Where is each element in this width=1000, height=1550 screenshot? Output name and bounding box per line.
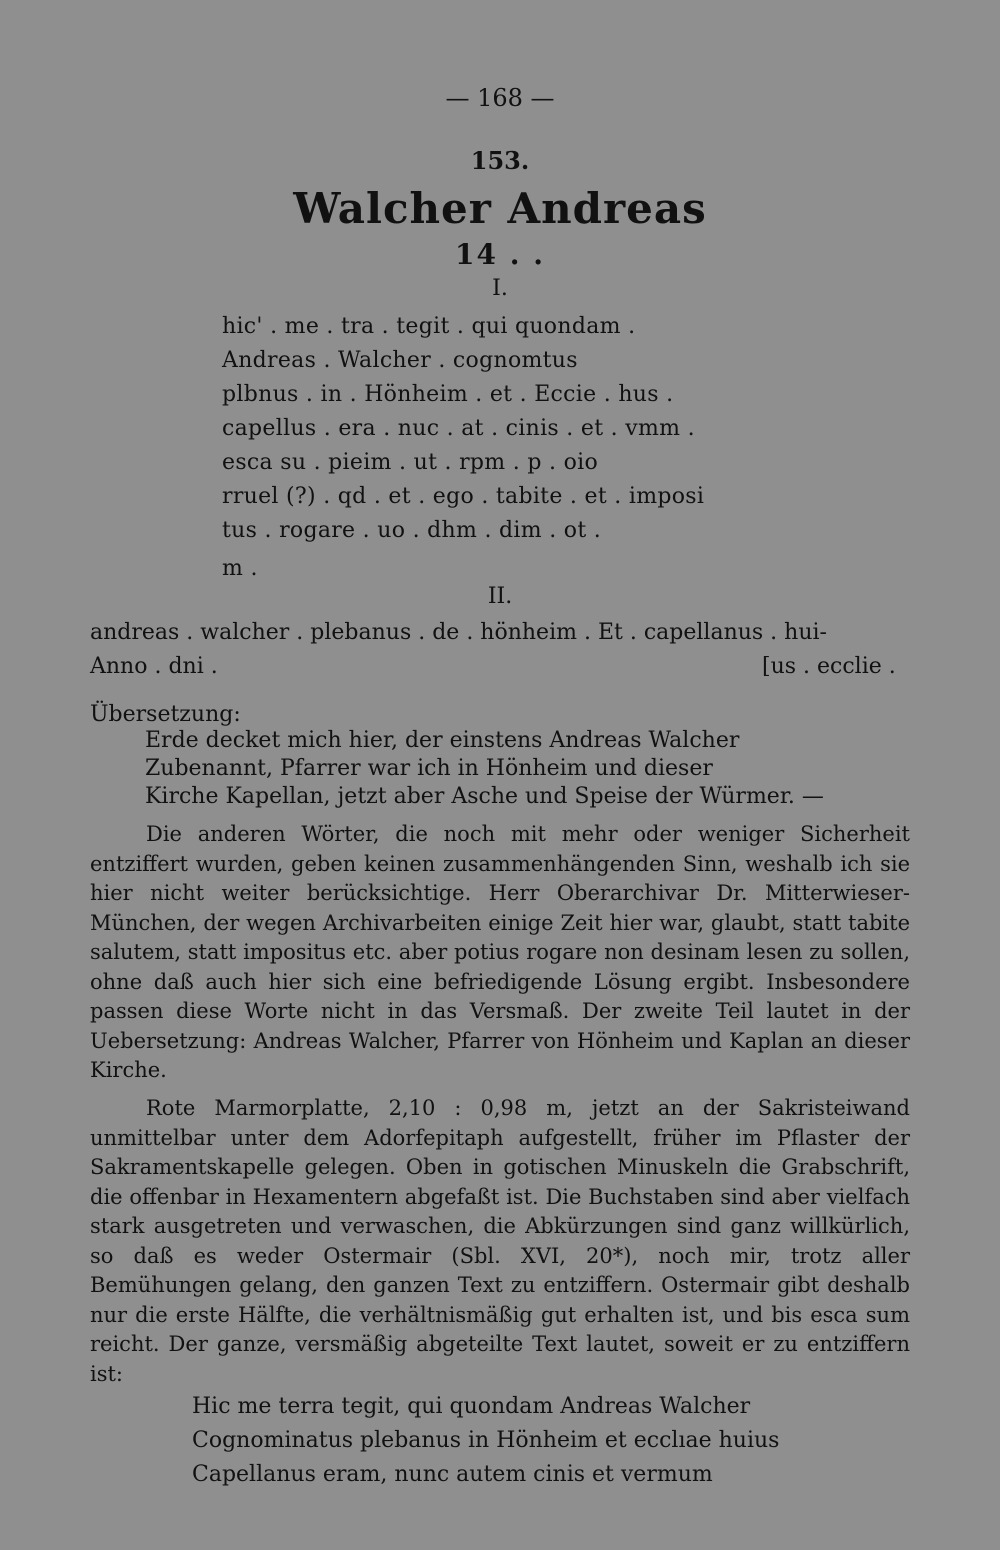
inscription-line: tus . rogare . uo . dhm . dim . ot .	[222, 518, 602, 543]
verse-line: Hic me terra tegit, qui quondam Andreas Walcher	[192, 1394, 751, 1419]
entry-year: 14 . .	[455, 238, 545, 271]
page-number: — 168 —	[445, 84, 555, 112]
verse-line: Capellanus eram, nunc autem cinis et vermum	[192, 1462, 713, 1487]
verse-line: Cognominatus plebanus in Hönheim et ecclıae huius	[192, 1428, 780, 1453]
inscription-line: m .	[222, 556, 258, 581]
inscription2-line-left: Anno . dni .	[90, 654, 218, 679]
translation-line: Erde decket mich hier, der einstens Andreas Walcher	[145, 728, 740, 753]
commentary-paragraph	[90, 820, 910, 1086]
part-label-i: I.	[492, 276, 508, 301]
entry-title: Walcher Andreas	[293, 184, 707, 233]
description-paragraph	[90, 1094, 910, 1389]
entry-number: 153.	[470, 146, 530, 175]
paragraph-text: Die anderen Wörter, die noch mit mehr oder weniger Sicherheit entziffert wurden, geben keinen zusammenhängenden Sinn, weshalb ich sie hier nicht weiter berücksichtige. Herr Oberarchivar Dr. Mitterwieser-München, der wegen Archivarbeiten einige Zeit hier war, glaubt, statt tabite salutem, statt impositus etc. aber potius rogare non desinam lesen zu sollen, ohne daß auch hier sich eine befriedigende Lösung ergibt. Insbesondere passen diese Worte nicht in das Versmaß. Der zweite Teil lautet in der Uebersetzung: Andreas Walcher, Pfarrer von Hönheim und Kaplan an dieser Kirche.	[90, 822, 910, 1082]
translation-label: Übersetzung:	[90, 702, 241, 727]
translation-line: Zubenannt, Pfarrer war ich in Hönheim und dieser	[145, 756, 713, 781]
part-label-ii: II.	[487, 584, 513, 609]
inscription-line: esca su . pieim . ut . rpm . p . oio	[222, 450, 599, 475]
inscription-line: rruel (?) . qd . et . ego . tabite . et . imposi	[222, 484, 705, 509]
inscription2-line-right: [us . ecclie .	[762, 654, 896, 679]
inscription-line: plbnus . in . Hönheim . et . Eccie . hus .	[222, 382, 674, 407]
inscription-line: hic' . me . tra . tegit . qui quondam .	[222, 314, 636, 339]
paragraph-text: Rote Marmorplatte, 2,10 : 0,98 m, jetzt an der Sakristeiwand unmittelbar unter dem Adorfepitaph aufgestellt, früher im Pflaster der Sakramentskapelle gelegen. Oben in gotischen Minuskeln die Grabschrift, die offenbar in Hexamentern abgefaßt ist. Die Buchstaben sind aber vielfach stark ausgetreten und verwaschen, die Abkürzungen sind ganz willkürlich, so daß es weder Ostermair (Sbl. XVI, 20*), noch mir, trotz aller Bemühungen gelang, den ganzen Text zu entziffern. Ostermair gibt deshalb nur die erste Hälfte, die verhältnismäßig gut erhalten ist, und bis esca sum reicht. Der ganze, versmäßig abgeteilte Text lautet, soweit er zu entziffern ist:	[90, 1096, 910, 1386]
inscription-line: capellus . era . nuc . at . cinis . et . vmm .	[222, 416, 695, 441]
translation-line: Kirche Kapellan, jetzt aber Asche und Speise der Würmer. —	[145, 784, 824, 809]
inscription-line: Andreas . Walcher . cognomtus	[222, 348, 578, 373]
inscription2-line: andreas . walcher . plebanus . de . hönheim . Et . capellanus . hui-	[90, 620, 827, 645]
